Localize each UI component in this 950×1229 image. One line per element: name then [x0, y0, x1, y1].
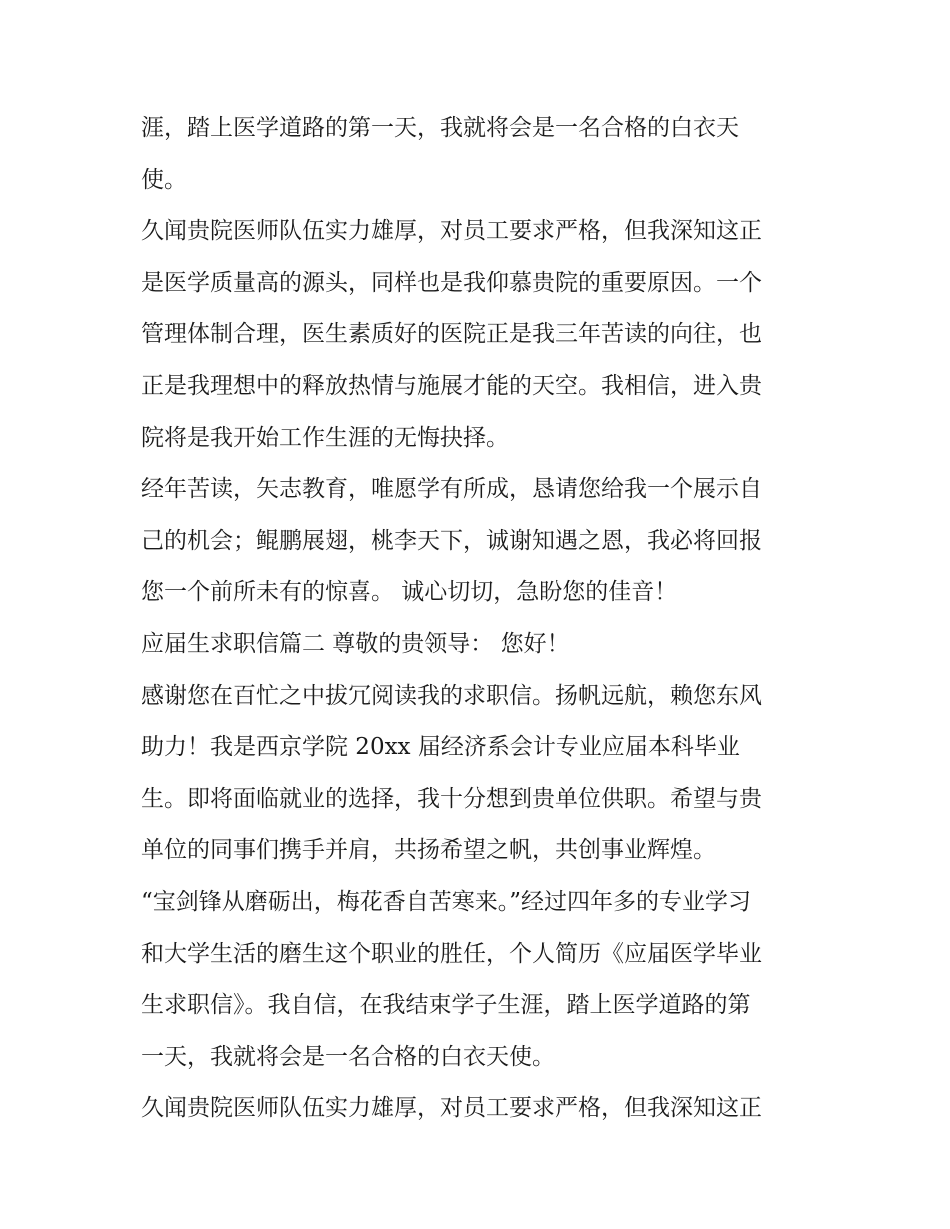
- text-line: 使。: [141, 166, 187, 193]
- text-line: 生求职信》。我自信，在我结束学子生涯，踏上医学道路的第: [141, 992, 751, 1019]
- text-line: 管理体制合理，医生素质好的医院正是我三年苦读的向往，也: [141, 321, 762, 348]
- text-line: 助力！我是西京学院 20xx 届经济系会计专业应届本科毕业: [141, 734, 740, 761]
- text-line: 涯，踏上医学道路的第一天，我就将会是一名合格的白衣天: [141, 115, 739, 141]
- text-line: 和大学生活的磨生这个职业的胜任，个人简历《应届医学毕业: [141, 940, 762, 967]
- text-line: 一天，我就将会是一名合格的白衣天使。: [141, 1043, 555, 1070]
- text-line: 久闻贵院医师队伍实力雄厚，对员工要求严格，但我深知这正: [141, 1095, 762, 1122]
- section-heading-line: 应届生求职信篇二 尊敬的贵领导： 您好！: [141, 630, 570, 657]
- text-line: 院将是我开始工作生涯的无悔抉择。: [141, 424, 509, 451]
- text-line: 经年苦读，矢志教育，唯愿学有所成，恳请您给我一个展示自: [141, 476, 762, 503]
- text-line: 单位的同事们携手并肩，共扬希望之帆，共创事业辉煌。: [141, 837, 716, 864]
- text-line: 生。即将面临就业的选择，我十分想到贵单位供职。希望与贵: [141, 785, 762, 812]
- document-body: [141, 103, 813, 1135]
- text-line: 久闻贵院医师队伍实力雄厚，对员工要求严格，但我深知这正: [141, 218, 762, 245]
- text-line: 己的机会；鲲鹏展翅，桃李天下，诚谢知遇之恩，我必将回报: [141, 527, 762, 554]
- text-line: 是医学质量高的源头，同样也是我仰慕贵院的重要原因。一个: [141, 269, 762, 296]
- text-line: 感谢您在百忙之中拔冗阅读我的求职信。扬帆远航，赖您东风: [141, 682, 762, 709]
- text-line: 您一个前所未有的惊喜。 诚心切切，急盼您的佳音！: [141, 579, 678, 606]
- text-line: “宝剑锋从磨砺出，梅花香自苦寒来。”经过四年多的专业学习: [141, 888, 752, 915]
- text-line: 正是我理想中的释放热情与施展才能的天空。我相信，进入贵: [141, 372, 762, 399]
